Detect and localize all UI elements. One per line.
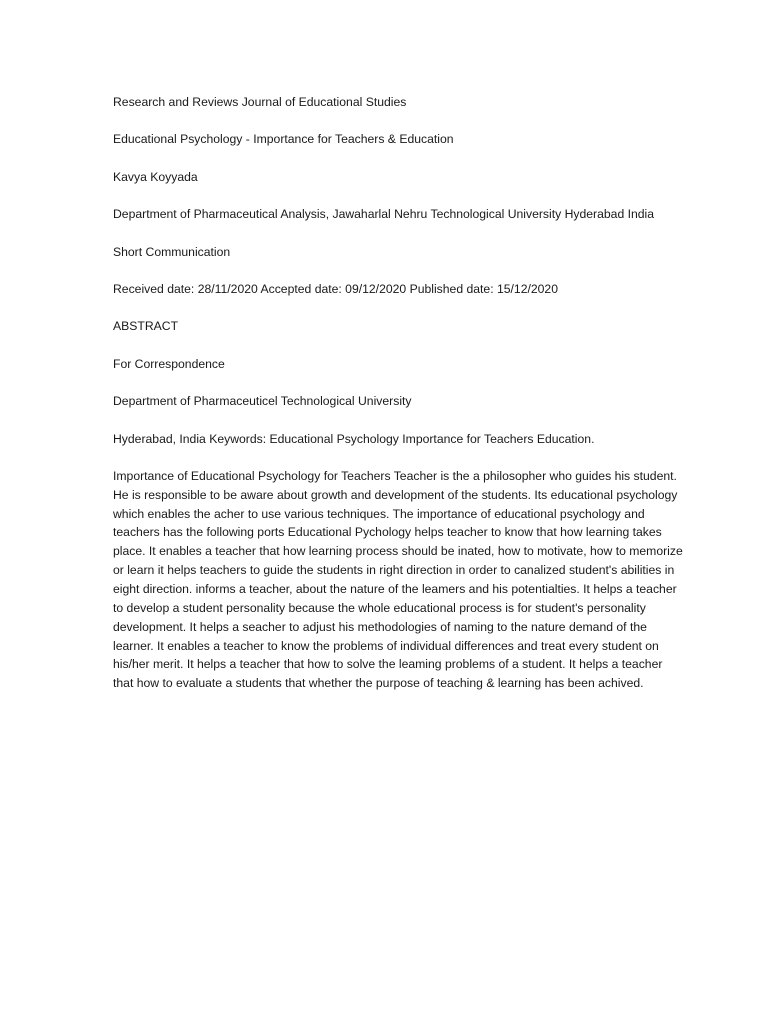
abstract-heading: ABSTRACT (113, 319, 179, 334)
article-title: Educational Psychology - Importance for Teachers & Education (113, 132, 454, 147)
author-affiliation: Department of Pharmaceutical Analysis, Jawaharlal Nehru Technological University Hyderabad India (113, 207, 655, 222)
article-type: Short Communication (113, 244, 231, 259)
author-name: Kavya Koyyada (113, 169, 198, 184)
correspondence-heading: For Correspondence (113, 356, 225, 371)
location-keywords: Hyderabad, India Keywords: Educational Psychology Importance for Teachers Education. (113, 431, 595, 446)
correspondence-department: Department of Pharmaceuticel Technological University (113, 394, 412, 409)
document-content (113, 93, 683, 693)
journal-name: Research and Reviews Journal of Educational Studies (113, 95, 407, 109)
body-paragraph: Importance of Educational Psychology for Teachers Teacher is the a philosopher who guides his student. He is responsible to be aware about growth and development of the students. Its educational psychology which enables the acher to use various techniques. The importance of educational psychology and teachers has the following ports Educational Pychology helps teacher to know that how learning takes place. It enables a teacher that how learning process should be inated, how to motivate, how to memorize or learn it helps teachers to guide the students in right direction in order to canalized student's abilities in eight direction. informs a teacher, about the nature of the leamers and his potentialties. It helps a teacher to develop a student personality because the whole educational process is for student's personality development. It helps a seacher to adjust his methodologies of naming to the nature demand of the learner. It enables a teacher to know the problems of individual differences and treat every student on his/her merit. It helps a teacher that how to solve the leaming problems of a student. It helps a teacher that how to evaluate a students that whether the purpose of teaching & learning has been achived. (113, 468, 683, 691)
publication-dates: Received date: 28/11/2020 Accepted date: 09/12/2020 Published date: 15/12/2020 (113, 281, 558, 296)
